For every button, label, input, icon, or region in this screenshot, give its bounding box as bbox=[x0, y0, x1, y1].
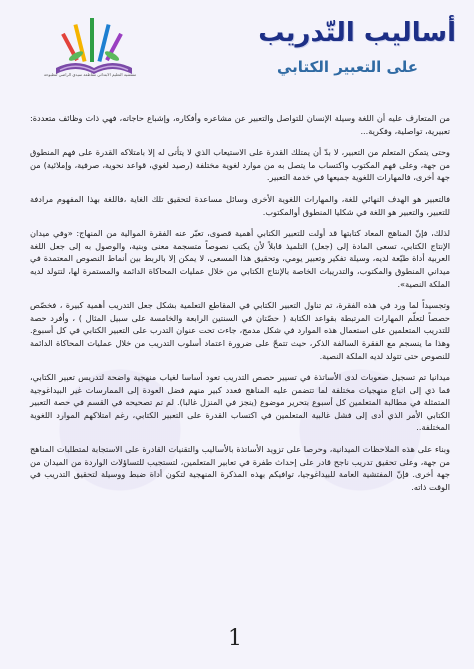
logo-caption: مفتشية التعليم الابتدائي مقاطعة سيدي الراضي لنطبوحة bbox=[43, 72, 137, 77]
inspectorate-logo bbox=[46, 10, 142, 90]
page-number: 1 bbox=[228, 626, 242, 651]
paragraph: وحتى يتمكن المتعلم من التعبير، لا بدّ أن يمتلك القدرة على الاستيعاب الذي لا يتأتى له إلا بامتلاكه القدرة على فهم المنطوق من جهة، وعلى فهم المكتوب واكتساب ما يتصل به من موارد لغوية مختلفة (رصيد لغوي، قواعد نحوية، صرفية، وإملائية) من جهة أخرى، فالمهارات اللغوية جميعها في خدمة التعبير. bbox=[30, 147, 450, 183]
paragraph: لذلك، فإنّ المناهج المعاد كتابتها قد أولت للتعبير الكتابي أهمية قصوى، تعبّر عنه الفقرة الموالية من المنهاج: «وفي ميدان الإنتاج الكتابي، تسعى المادة إلى (جعل) التلميذ قابلاً لأن يكتب نصوصاً متسجمة معنى وبنية، والوصول به إلى جعل اللغة العربية أداة طيّعة لديه، وسيلة تفكير وتعبير يومي، وتحقيق هذا المسعى، لا يمكن إلا بالربط بين أنماط النصوص المعتمدة في ميداني المنطوق والمكتوب، والتدريبات الخاصة بالإنتاج الكتابي من خلال عمليات المحاكاة الدائمة والمستمرة لها، لتتولد لديه الملكة النصية». bbox=[30, 228, 450, 289]
page-header bbox=[0, 0, 474, 98]
document-body bbox=[30, 112, 450, 612]
paragraph: وتجسيداً لما ورد في هذه الفقرة، تم تناول التعبير الكتابي في المقاطع التعلمية بشكل جعل التدريب أهمية كبيرة ، فخصّص حصصاً لتعلّم المهارات المرتبطة بقواعد الكتابة ( حصّتان في السنتين الرابعة والخامسة على سبيل المثال ) ، وأفرد حصة للتدريب المتعلمين على استعمال هذه الموارد في شكل مدمج، جاءت تحت عنوان التدرب على التعبير الكتابي في كل أسبوع. وهذا ما ينسجم مع الفقرة السالفة الذكر، حيث تتمحّ على ضرورة اعتماد أسلوب التدريب من خلال عمليات المحاكاة الدائمة للنصوص حتى تتولد لديه الملكة النصية. bbox=[30, 300, 450, 361]
page-subtitle: على التعبير الكتابي bbox=[277, 58, 418, 76]
paragraph: من المتعارف عليه أن اللغة وسيلة الإنسان للتواصل والتعبير عن مشاعره وأفكاره، وإشباع حاجاته، فهي ذات وظائف متعددة: تعبيرية، تواصلية، وفكرية... bbox=[30, 113, 450, 136]
page-title: أساليب التّدريب bbox=[258, 18, 456, 48]
paragraph: ميدانيا تم تسجيل صعوبات لدى الأساتذة في تسيير حصص التدريب تعود أساسا لغياب منهجية واضحة لتدريس تعبير الكتابي، فما ذي إلى اتباع منهجيات مختلفة لما تتضمن عليه المناهج فعدد كبير منهم فضل العودة إلى الممارسات غير البيداغوجية المتمثلة في مطالبة المتعلمين كل أسبوع بتحرير موضوع (ينجز في المنزل غالبا). لم تم تصحيحه في القسم في حصة التعبير الكتابي الأمر الذي أدى إلى فشل غالبية المتعلمين في اكتساب القدرة على التعبير الكتابي، رغم امتلاكهم الموارد اللغوية المختلفة.. bbox=[30, 372, 450, 433]
paragraph: فالتعبير هو الهدف النهائي للغة، والمهارات اللغوية الأخرى وسائل مساعدة لتحقيق تلك الغاية ،فاللغة بهذا المفهوم مرادفة للتعبير، والتعبير هو اللغة في شكليا المنطوق أوالمكتوب. bbox=[30, 193, 450, 217]
paragraph: وبناء على هذه الملاحظات الميدانية، وحرصا على تزويد الأساتذة بالأساليب والتقنيات القادرة على الاستجابة لمتطلبات المناهج من جهة، وعلى تحقيق تدريب ناجح قادر على إحداث طفرة في تعابير المتعلمين، لتستجيب للتساؤلات الواردة من الميدان من جهة أخرى. فإنّ المفتشية العامة للبيداغوجيا، توافيكم بهذه المذكرة المنهجية لتكون أداة ضبط ووسيلة لتحقيق التدريب في الوقت ذاته. bbox=[30, 444, 450, 492]
